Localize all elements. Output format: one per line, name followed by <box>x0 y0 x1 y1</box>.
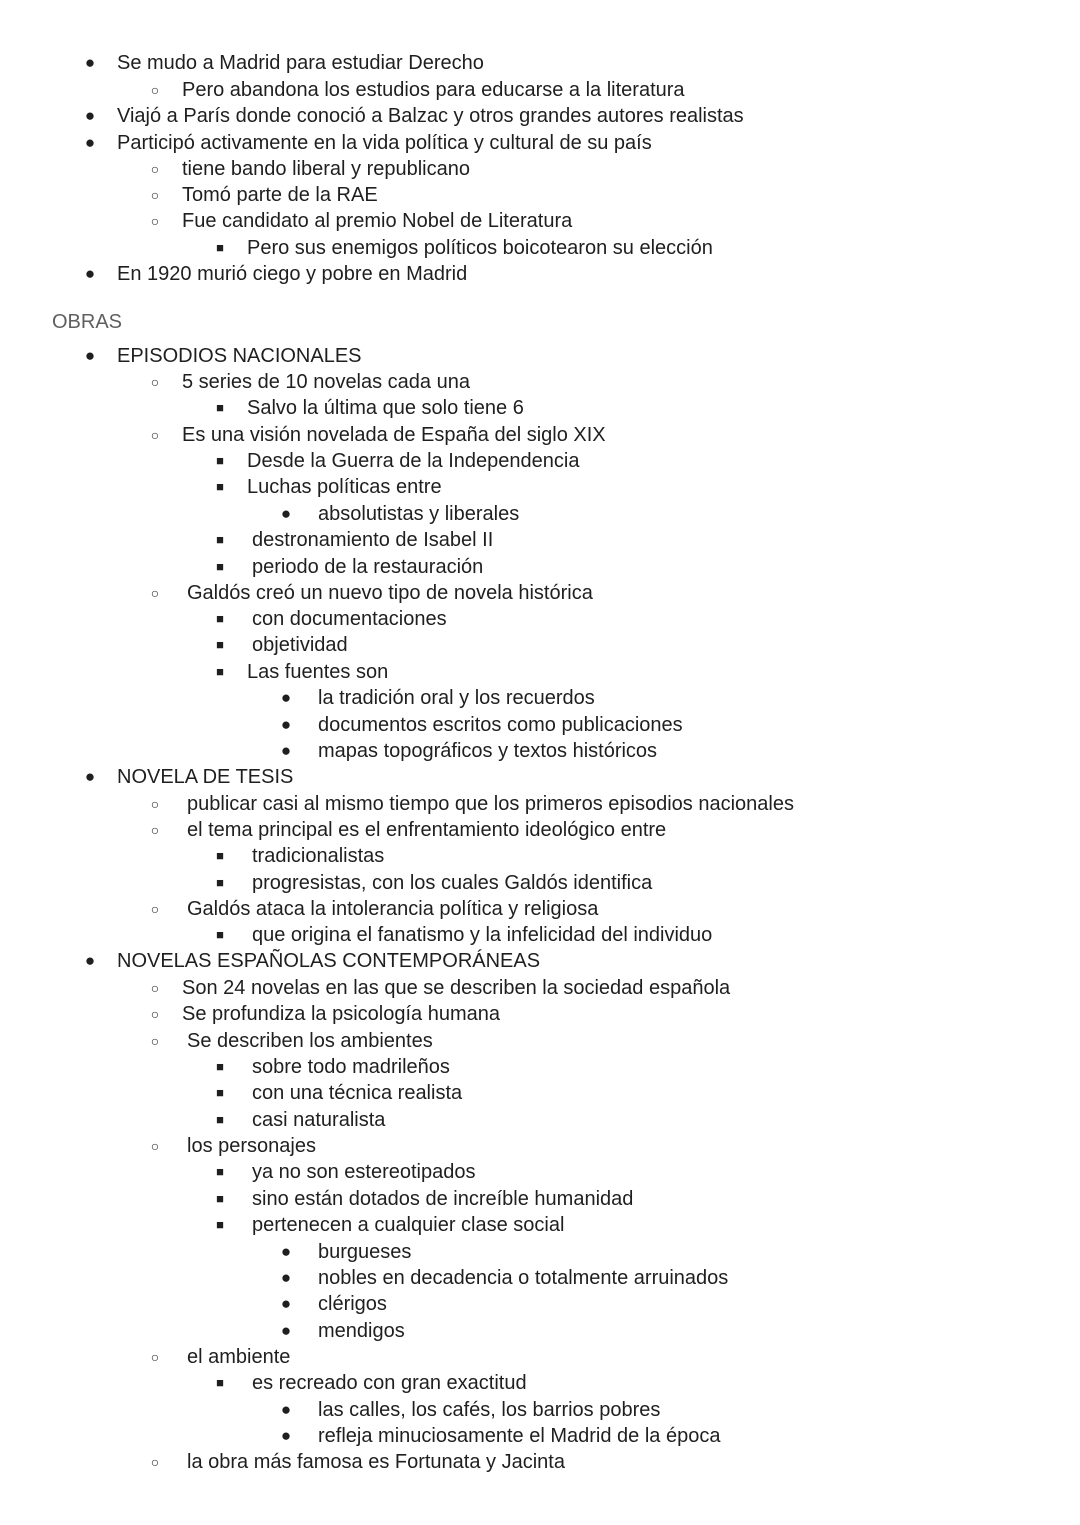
list-item-text: burgueses <box>318 1241 412 1263</box>
list-item-text: NOVELA DE TESIS <box>117 766 294 788</box>
list-item-text: clérigos <box>318 1293 387 1315</box>
bullet-square-icon: ■ <box>216 611 224 626</box>
list-item-text: mapas topográficos y textos históricos <box>318 740 658 762</box>
list-item-text: casi naturalista <box>252 1109 386 1131</box>
bullet-dot-icon: ● <box>280 1400 292 1419</box>
bullet-dot-icon: ● <box>84 951 96 970</box>
list-item-text: Es una visión novelada de España del siglo XIX <box>182 424 606 446</box>
bullet-circle-icon: ○ <box>150 427 160 443</box>
bullet-circle-icon: ○ <box>150 585 160 601</box>
list-item-text: refleja minuciosamente el Madrid de la época <box>318 1425 721 1447</box>
bullet-square-icon: ■ <box>216 1217 224 1232</box>
bullet-dot-icon: ● <box>280 1242 292 1261</box>
list-item-text: Se describen los ambientes <box>187 1030 433 1052</box>
list-item-text: objetividad <box>252 634 348 656</box>
bullet-dot-icon: ● <box>84 133 96 152</box>
list-item-text: la obra más famosa es Fortunata y Jacinta <box>187 1451 565 1473</box>
list-item-text: nobles en decadencia o totalmente arruinados <box>318 1267 729 1289</box>
list-item-text: tiene bando liberal y republicano <box>182 158 470 180</box>
list-item-text: Tomó parte de la RAE <box>182 184 378 206</box>
bullet-square-icon: ■ <box>216 664 224 679</box>
list-item-text: Luchas políticas entre <box>247 476 442 498</box>
bullet-square-icon: ■ <box>216 848 224 863</box>
list-item-text: las calles, los cafés, los barrios pobres <box>318 1399 661 1421</box>
list-item-text: los personajes <box>187 1135 316 1157</box>
list-item-text: pertenecen a cualquier clase social <box>252 1214 565 1236</box>
bullet-square-icon: ■ <box>216 927 224 942</box>
bullet-circle-icon: ○ <box>150 822 160 838</box>
bullet-square-icon: ■ <box>216 240 224 255</box>
list-item-text: el tema principal es el enfrentamiento ideológico entre <box>187 819 667 841</box>
bullet-square-icon: ■ <box>216 559 224 574</box>
bullet-square-icon: ■ <box>216 1191 224 1206</box>
bullet-dot-icon: ● <box>280 1426 292 1445</box>
list-item-text: Participó activamente en la vida política y cultural de su país <box>117 132 652 154</box>
bullet-square-icon: ■ <box>216 1059 224 1074</box>
bullet-square-icon: ■ <box>216 1112 224 1127</box>
bullet-circle-icon: ○ <box>150 187 160 203</box>
bullet-dot-icon: ● <box>280 715 292 734</box>
bullet-circle-icon: ○ <box>150 1349 160 1365</box>
list-item-text: absolutistas y liberales <box>318 503 520 525</box>
list-item-text: con una técnica realista <box>252 1082 463 1104</box>
bullet-dot-icon: ● <box>84 53 96 72</box>
list-item-text: documentos escritos como publicaciones <box>318 714 683 736</box>
list-item-text: Galdós creó un nuevo tipo de novela histórica <box>187 582 593 604</box>
bullet-dot-icon: ● <box>84 264 96 283</box>
bullet-square-icon: ■ <box>216 1164 224 1179</box>
bullet-dot-icon: ● <box>280 504 292 523</box>
list-item-text: Galdós ataca la intolerancia política y religiosa <box>187 898 599 920</box>
bullet-square-icon: ■ <box>216 1375 224 1390</box>
bullet-circle-icon: ○ <box>150 796 160 812</box>
list-item-text: con documentaciones <box>252 608 447 630</box>
list-item-text: destronamiento de Isabel II <box>252 529 494 551</box>
list-item-text: ya no son estereotipados <box>252 1161 476 1183</box>
list-item-text: 5 series de 10 novelas cada una <box>182 371 470 393</box>
bullet-square-icon: ■ <box>216 637 224 652</box>
bullet-dot-icon: ● <box>280 1294 292 1313</box>
list-item-text: Se mudo a Madrid para estudiar Derecho <box>117 52 484 74</box>
list-item-text: publicar casi al mismo tiempo que los primeros episodios nacionales <box>187 793 794 815</box>
bullet-circle-icon: ○ <box>150 82 160 98</box>
bullet-square-icon: ■ <box>216 400 224 415</box>
list-item-text: Las fuentes son <box>247 661 389 683</box>
bullet-dot-icon: ● <box>280 1268 292 1287</box>
list-item-text: Salvo la última que solo tiene 6 <box>247 397 524 419</box>
bullet-circle-icon: ○ <box>150 1138 160 1154</box>
list-item-text: Fue candidato al premio Nobel de Literatura <box>182 210 573 232</box>
bullet-circle-icon: ○ <box>150 1006 160 1022</box>
bullet-circle-icon: ○ <box>150 1454 160 1470</box>
bullet-dot-icon: ● <box>84 346 96 365</box>
bullet-circle-icon: ○ <box>150 213 160 229</box>
section-heading: OBRAS <box>52 311 123 333</box>
bullet-square-icon: ■ <box>216 875 224 890</box>
bullet-dot-icon: ● <box>280 688 292 707</box>
bullet-square-icon: ■ <box>216 479 224 494</box>
list-item-text: En 1920 murió ciego y pobre en Madrid <box>117 263 468 285</box>
list-item-text: Pero abandona los estudios para educarse a la literatura <box>182 79 685 101</box>
list-item-text: NOVELAS ESPAÑOLAS CONTEMPORÁNEAS <box>117 950 541 972</box>
bullet-circle-icon: ○ <box>150 1033 160 1049</box>
bullet-circle-icon: ○ <box>150 161 160 177</box>
bullet-dot-icon: ● <box>280 741 292 760</box>
list-item-text: Son 24 novelas en las que se describen la sociedad española <box>182 977 731 999</box>
list-item-text: Se profundiza la psicología humana <box>182 1003 500 1025</box>
list-item-text: sino están dotados de increíble humanidad <box>252 1188 634 1210</box>
list-item-text: progresistas, con los cuales Galdós identifica <box>252 872 653 894</box>
list-item-text: que origina el fanatismo y la infelicidad del individuo <box>252 924 713 946</box>
list-item-text: Pero sus enemigos políticos boicotearon su elección <box>247 237 713 259</box>
bullet-dot-icon: ● <box>84 106 96 125</box>
bullet-dot-icon: ● <box>280 1321 292 1340</box>
bullet-square-icon: ■ <box>216 453 224 468</box>
list-item-text: Viajó a París donde conoció a Balzac y otros grandes autores realistas <box>117 105 744 127</box>
bullet-square-icon: ■ <box>216 1085 224 1100</box>
bullet-circle-icon: ○ <box>150 374 160 390</box>
bullet-dot-icon: ● <box>84 767 96 786</box>
list-item-text: Desde la Guerra de la Independencia <box>247 450 580 472</box>
bullet-circle-icon: ○ <box>150 980 160 996</box>
list-item-text: periodo de la restauración <box>252 556 484 578</box>
list-item-text: la tradición oral y los recuerdos <box>318 687 595 709</box>
list-item-text: mendigos <box>318 1320 405 1342</box>
list-item-text: el ambiente <box>187 1346 291 1368</box>
list-item-text: tradicionalistas <box>252 845 385 867</box>
bullet-square-icon: ■ <box>216 532 224 547</box>
list-item-text: sobre todo madrileños <box>252 1056 450 1078</box>
list-item-text: EPISODIOS NACIONALES <box>117 345 362 367</box>
bullet-circle-icon: ○ <box>150 901 160 917</box>
list-item-text: es recreado con gran exactitud <box>252 1372 527 1394</box>
